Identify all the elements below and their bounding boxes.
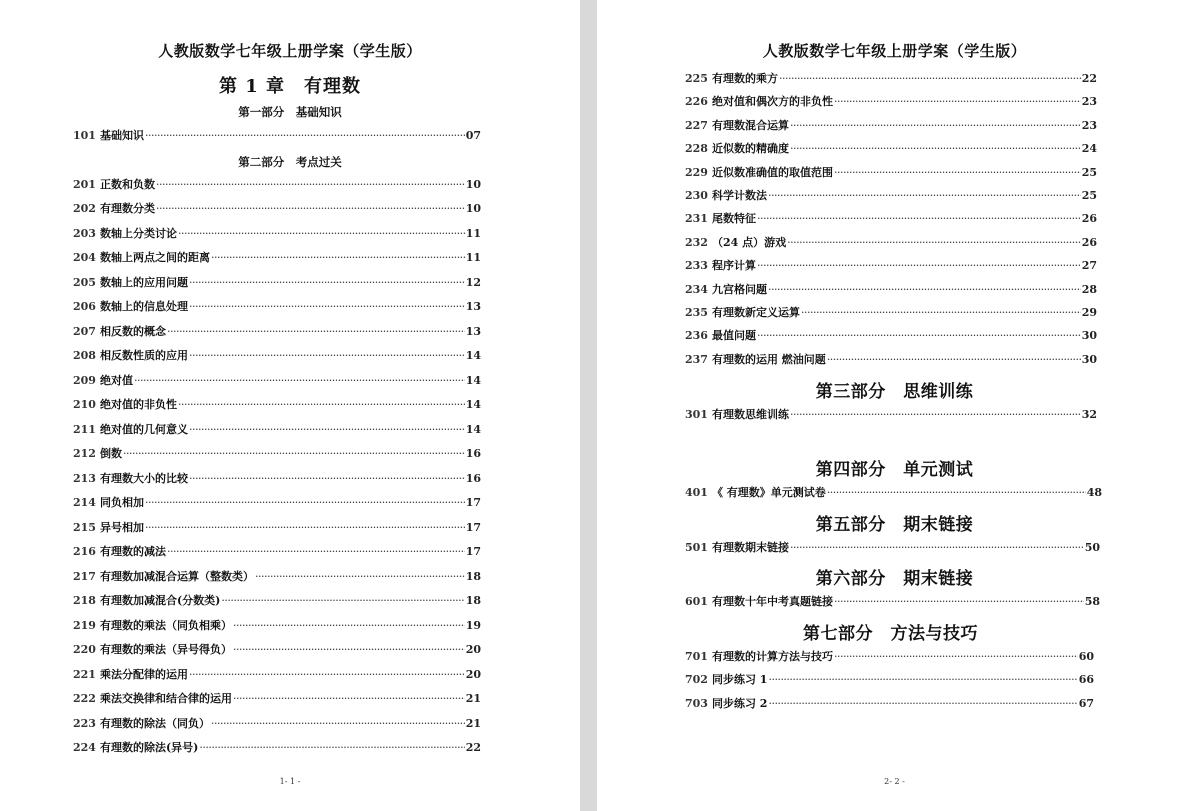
toc-entry bbox=[73, 129, 481, 143]
toc-leader-dots bbox=[790, 408, 1081, 422]
toc-leader-dots bbox=[801, 306, 1081, 320]
toc-entry bbox=[685, 236, 1097, 250]
toc-entry-number: 217 bbox=[73, 569, 96, 583]
toc-entry-label: 有理数的计算方法与技巧 bbox=[711, 650, 833, 663]
toc-entry bbox=[685, 259, 1097, 273]
toc-entry-page: 30 bbox=[1081, 352, 1097, 366]
toc-entry-number: 208 bbox=[73, 349, 96, 363]
toc-entry-label: 相反数的概念 bbox=[99, 324, 166, 338]
toc-entry bbox=[685, 306, 1097, 320]
toc-entry bbox=[685, 212, 1097, 226]
toc-entry bbox=[685, 329, 1097, 343]
toc-leader-dots bbox=[211, 717, 465, 731]
toc-entry-number: 231 bbox=[685, 212, 708, 226]
toc-leader-dots bbox=[757, 259, 1081, 273]
toc-leader-dots bbox=[156, 178, 465, 192]
toc-entry bbox=[73, 570, 481, 584]
toc-entry-label: 有理数新定义运算 bbox=[711, 306, 800, 319]
toc-entry-number: 702 bbox=[685, 673, 708, 687]
toc-entry-number: 229 bbox=[685, 165, 708, 179]
document-page-1 bbox=[0, 0, 580, 811]
toc-entry-page: 58 bbox=[1084, 595, 1100, 608]
toc-leader-dots bbox=[178, 227, 465, 241]
toc-leader-dots bbox=[834, 595, 1084, 609]
toc-entry-number: 202 bbox=[73, 202, 96, 216]
toc-entry-label: 数轴上分类讨论 bbox=[99, 226, 177, 240]
section-heading-part4: 第四部分 单元测试 bbox=[815, 460, 974, 480]
toc-leader-dots bbox=[189, 300, 465, 314]
toc-entry bbox=[73, 300, 481, 314]
toc-entry-label: 最值问题 bbox=[711, 329, 756, 343]
toc-entry-number: 226 bbox=[685, 95, 708, 109]
toc-leader-dots bbox=[768, 697, 1077, 711]
toc-entry bbox=[685, 595, 1100, 609]
toc-entry-number: 101 bbox=[73, 129, 96, 142]
toc-entry-page: 20 bbox=[465, 667, 481, 681]
toc-entry-number: 214 bbox=[73, 496, 96, 510]
toc-entry-label: 乘法交换律和结合律的运用 bbox=[99, 692, 232, 706]
document-title: 人教版数学七年级上册学案（学生版） bbox=[762, 42, 1027, 60]
toc-entry-page: 24 bbox=[1081, 142, 1097, 156]
toc-entry-page: 13 bbox=[465, 324, 481, 338]
toc-leader-dots bbox=[827, 486, 1086, 500]
toc-leader-dots bbox=[834, 650, 1078, 664]
toc-entry-page: 66 bbox=[1078, 673, 1094, 687]
toc-leader-dots bbox=[790, 541, 1084, 555]
section-heading-part7: 第七部分 方法与技巧 bbox=[803, 624, 978, 644]
toc-leader-dots bbox=[189, 472, 465, 486]
toc-entry-page: 20 bbox=[465, 643, 481, 657]
toc-entry bbox=[73, 251, 481, 265]
toc-entry-number: 224 bbox=[73, 741, 96, 755]
toc-entry-number: 209 bbox=[73, 373, 96, 387]
toc-entry-label: 程序计算 bbox=[711, 259, 756, 273]
toc-leader-dots bbox=[768, 283, 1081, 297]
toc-entry-number: 204 bbox=[73, 251, 96, 265]
toc-entry bbox=[73, 276, 481, 290]
toc-entry-label: 尾数特征 bbox=[711, 212, 756, 226]
toc-entry-page: 60 bbox=[1078, 650, 1094, 663]
toc-entry-page: 16 bbox=[465, 471, 481, 485]
toc-leader-dots bbox=[189, 423, 465, 437]
toc-entry-number: 220 bbox=[73, 643, 96, 657]
toc-entry bbox=[685, 650, 1094, 664]
toc-entry-number: 234 bbox=[685, 282, 708, 296]
toc-entry bbox=[73, 545, 481, 559]
toc-entry-label: 正数和负数 bbox=[99, 178, 155, 191]
toc-entry-page: 16 bbox=[465, 447, 481, 461]
toc-leader-dots bbox=[178, 398, 465, 412]
toc-entry-page: 19 bbox=[465, 618, 481, 632]
toc-leader-dots bbox=[787, 236, 1081, 250]
toc-entry-page: 14 bbox=[465, 349, 481, 363]
toc-leader-dots bbox=[123, 447, 465, 461]
toc-entry-page: 22 bbox=[465, 741, 481, 755]
toc-leader-dots bbox=[211, 251, 465, 265]
section-heading-part3: 第三部分 思维训练 bbox=[815, 382, 974, 402]
toc-entry bbox=[73, 374, 481, 388]
toc-leader-dots bbox=[167, 545, 465, 559]
toc-entry-label: 数轴上的信息处理 bbox=[99, 300, 188, 314]
toc-entry bbox=[73, 178, 481, 192]
toc-leader-dots bbox=[768, 673, 1077, 687]
toc-entry-label: 有理数的除法（同负） bbox=[99, 716, 210, 730]
toc-entry bbox=[685, 95, 1097, 109]
toc-entry bbox=[73, 447, 481, 461]
toc-entry-number: 601 bbox=[685, 595, 708, 608]
toc-leader-dots bbox=[189, 349, 465, 363]
toc-entry-number: 216 bbox=[73, 545, 96, 559]
toc-entry bbox=[73, 202, 481, 216]
toc-entry-number: 221 bbox=[73, 667, 96, 681]
toc-entry-label: 有理数加减混合运算（整数类） bbox=[99, 569, 254, 583]
toc-entry-page: 32 bbox=[1081, 408, 1097, 421]
section-heading-part1: 第一部分 基础知识 bbox=[238, 105, 342, 119]
toc-entry bbox=[73, 398, 481, 412]
toc-entry-page: 67 bbox=[1078, 696, 1094, 710]
toc-entry-number: 501 bbox=[685, 541, 708, 554]
toc-entry bbox=[73, 717, 481, 731]
toc-entry bbox=[73, 472, 481, 486]
toc-leader-dots bbox=[757, 212, 1081, 226]
toc-leader-dots bbox=[134, 374, 465, 388]
toc-entry-number: 213 bbox=[73, 471, 96, 485]
toc-entry-number: 222 bbox=[73, 692, 96, 706]
toc-entry-number: 703 bbox=[685, 696, 708, 710]
toc-entry-page: 12 bbox=[465, 275, 481, 289]
toc-leader-dots bbox=[255, 570, 465, 584]
toc-entry-label: 相反数性质的应用 bbox=[99, 349, 188, 363]
toc-entry-number: 212 bbox=[73, 447, 96, 461]
toc-entry-page: 21 bbox=[465, 716, 481, 730]
toc-entry bbox=[73, 325, 481, 339]
toc-entry-number: 227 bbox=[685, 118, 708, 132]
toc-entry bbox=[73, 692, 481, 706]
toc-entry-label: 有理数的除法(异号) bbox=[99, 741, 199, 755]
toc-leader-dots bbox=[834, 95, 1081, 109]
toc-entry-label: 有理数分类 bbox=[99, 202, 155, 216]
toc-entry-page: 23 bbox=[1081, 118, 1097, 132]
toc-entry-page: 27 bbox=[1081, 259, 1097, 273]
toc-entry-number: 401 bbox=[685, 486, 708, 499]
toc-entry-number: 235 bbox=[685, 306, 708, 319]
section-heading-part2: 第二部分 考点过关 bbox=[238, 155, 342, 169]
toc-entry-number: 232 bbox=[685, 235, 708, 249]
toc-leader-dots bbox=[757, 329, 1081, 343]
toc-entry-number: 210 bbox=[73, 398, 96, 412]
toc-entry-number: 201 bbox=[73, 178, 96, 191]
toc-leader-dots bbox=[834, 166, 1081, 180]
toc-leader-dots bbox=[779, 72, 1081, 86]
toc-leader-dots bbox=[189, 276, 465, 290]
toc-leader-dots bbox=[233, 643, 465, 657]
toc-leader-dots bbox=[156, 202, 465, 216]
toc-leader-dots bbox=[221, 594, 464, 608]
toc-entry-number: 236 bbox=[685, 329, 708, 343]
toc-entry-label: 近似数准确值的取值范围 bbox=[711, 165, 833, 179]
toc-entry bbox=[685, 72, 1097, 86]
toc-entry-label: 有理数的乘法（异号得负） bbox=[99, 643, 232, 657]
toc-entry-label: 有理数的乘法（同负相乘） bbox=[99, 618, 232, 632]
toc-entry-label: 同负相加 bbox=[99, 496, 144, 510]
toc-entry-label: 近似数的精确度 bbox=[711, 142, 789, 156]
toc-entry-page: 30 bbox=[1081, 329, 1097, 343]
toc-entry-page: 14 bbox=[465, 422, 481, 436]
toc-entry-number: 230 bbox=[685, 189, 708, 202]
toc-entry-page: 48 bbox=[1086, 486, 1102, 499]
toc-entry-label: 绝对值的几何意义 bbox=[99, 422, 188, 436]
toc-entry-page: 22 bbox=[1081, 72, 1097, 85]
toc-entry bbox=[685, 353, 1097, 367]
toc-entry-label: 异号相加 bbox=[99, 520, 144, 534]
toc-leader-dots bbox=[790, 119, 1081, 133]
toc-entry-label: 绝对值的非负性 bbox=[99, 398, 177, 412]
toc-entry-page: 23 bbox=[1081, 95, 1097, 109]
toc-leader-dots bbox=[827, 353, 1081, 367]
toc-leader-dots bbox=[167, 325, 465, 339]
toc-entry-page: 26 bbox=[1081, 212, 1097, 226]
toc-entry bbox=[73, 349, 481, 363]
toc-leader-dots bbox=[790, 142, 1081, 156]
toc-entry-label: 《 有理数》单元测试卷 bbox=[711, 486, 826, 499]
toc-entry-page: 17 bbox=[465, 520, 481, 534]
toc-leader-dots bbox=[768, 189, 1081, 203]
toc-entry-number: 228 bbox=[685, 142, 708, 156]
toc-entry bbox=[73, 423, 481, 437]
toc-entry-page: 18 bbox=[465, 594, 481, 608]
toc-entry bbox=[685, 283, 1097, 297]
toc-entry-page: 21 bbox=[465, 692, 481, 706]
toc-entry bbox=[73, 227, 481, 241]
toc-entry bbox=[73, 741, 481, 755]
toc-entry bbox=[685, 166, 1097, 180]
toc-entry-label: 有理数大小的比较 bbox=[99, 471, 188, 485]
toc-entry-page: 13 bbox=[465, 300, 481, 314]
toc-entry-number: 219 bbox=[73, 618, 96, 632]
toc-entry bbox=[685, 189, 1097, 203]
toc-entry-number: 233 bbox=[685, 259, 708, 273]
toc-entry-page: 29 bbox=[1081, 306, 1097, 319]
toc-entry-page: 18 bbox=[465, 569, 481, 583]
toc-entry bbox=[685, 541, 1100, 555]
toc-entry bbox=[73, 643, 481, 657]
toc-entry-page: 50 bbox=[1084, 541, 1100, 554]
toc-entry bbox=[73, 594, 481, 608]
toc-entry-page: 25 bbox=[1081, 189, 1097, 202]
toc-entry bbox=[685, 408, 1097, 422]
toc-entry-page: 14 bbox=[465, 373, 481, 387]
toc-entry-label: 同步练习 1 bbox=[711, 673, 768, 687]
toc-entry bbox=[73, 521, 481, 535]
toc-entry bbox=[685, 697, 1094, 711]
toc-entry-page: 17 bbox=[465, 545, 481, 559]
toc-entry-number: 211 bbox=[73, 422, 96, 436]
toc-entry bbox=[73, 668, 481, 682]
section-heading-part6: 第六部分 期末链接 bbox=[815, 569, 974, 589]
toc-entry bbox=[73, 496, 481, 510]
toc-entry-page: 17 bbox=[465, 496, 481, 510]
toc-entry-number: 701 bbox=[685, 650, 708, 663]
toc-entry bbox=[685, 142, 1097, 156]
toc-entry-number: 206 bbox=[73, 300, 96, 314]
toc-entry-label: 数轴上两点之间的距离 bbox=[99, 251, 210, 265]
toc-entry-label: 乘法分配律的运用 bbox=[99, 667, 188, 681]
toc-entry-label: 绝对值和偶次方的非负性 bbox=[711, 95, 833, 109]
toc-entry-label: 数轴上的应用问题 bbox=[99, 275, 188, 289]
toc-entry-label: 九宫格问题 bbox=[711, 282, 767, 296]
toc-entry-page: 28 bbox=[1081, 282, 1097, 296]
section-heading-part5: 第五部分 期末链接 bbox=[815, 515, 974, 535]
toc-entry-label: 有理数期末链接 bbox=[711, 541, 789, 554]
toc-leader-dots bbox=[233, 619, 465, 633]
toc-entry-label: 有理数的减法 bbox=[99, 545, 166, 559]
toc-entry bbox=[685, 673, 1094, 687]
page-number-footer: 1- 1 - bbox=[279, 777, 301, 786]
toc-entry-number: 215 bbox=[73, 520, 96, 534]
toc-entry-page: 14 bbox=[465, 398, 481, 412]
toc-leader-dots bbox=[145, 496, 465, 510]
toc-entry-number: 207 bbox=[73, 324, 96, 338]
toc-entry bbox=[685, 486, 1102, 500]
toc-entry-number: 223 bbox=[73, 716, 96, 730]
toc-leader-dots bbox=[145, 129, 465, 143]
toc-entry-page: 10 bbox=[465, 178, 481, 191]
toc-entry-number: 237 bbox=[685, 352, 708, 366]
toc-entry-number: 205 bbox=[73, 275, 96, 289]
toc-entry-label: 有理数的运用 燃油问题 bbox=[711, 352, 826, 366]
toc-entry-label: 倒数 bbox=[99, 447, 122, 461]
toc-entry-page: 26 bbox=[1081, 235, 1097, 249]
toc-entry-label: 有理数十年中考真题链接 bbox=[711, 595, 833, 608]
toc-leader-dots bbox=[145, 521, 465, 535]
toc-leader-dots bbox=[233, 692, 465, 706]
toc-entry-page: 25 bbox=[1081, 165, 1097, 179]
toc-entry-label: 有理数的乘方 bbox=[711, 72, 778, 85]
toc-entry-label: 有理数思维训练 bbox=[711, 408, 789, 421]
toc-entry-number: 218 bbox=[73, 594, 96, 608]
toc-entry bbox=[73, 619, 481, 633]
document-title: 人教版数学七年级上册学案（学生版） bbox=[158, 42, 422, 60]
toc-leader-dots bbox=[189, 668, 465, 682]
chapter-title: 第 1 章 有理数 bbox=[218, 76, 362, 97]
toc-entry-label: 同步练习 2 bbox=[711, 696, 768, 710]
toc-entry-number: 225 bbox=[685, 72, 708, 85]
toc-entry-label: （24 点）游戏 bbox=[711, 235, 787, 249]
toc-entry-page: 10 bbox=[465, 202, 481, 216]
toc-entry-label: 科学计数法 bbox=[711, 189, 767, 202]
toc-entry bbox=[685, 119, 1097, 133]
toc-entry-page: 11 bbox=[465, 226, 481, 240]
toc-entry-label: 有理数混合运算 bbox=[711, 118, 789, 132]
document-page-2 bbox=[597, 0, 1192, 811]
toc-entry-label: 有理数加减混合(分数类) bbox=[99, 594, 221, 608]
page-number-footer: 2- 2 - bbox=[884, 777, 905, 786]
toc-leader-dots bbox=[199, 741, 464, 755]
toc-entry-page: 11 bbox=[465, 251, 481, 265]
toc-entry-page: 07 bbox=[465, 129, 481, 142]
toc-entry-label: 基础知识 bbox=[99, 129, 144, 142]
toc-entry-number: 203 bbox=[73, 226, 96, 240]
toc-entry-label: 绝对值 bbox=[99, 373, 133, 387]
toc-entry-number: 301 bbox=[685, 408, 708, 421]
